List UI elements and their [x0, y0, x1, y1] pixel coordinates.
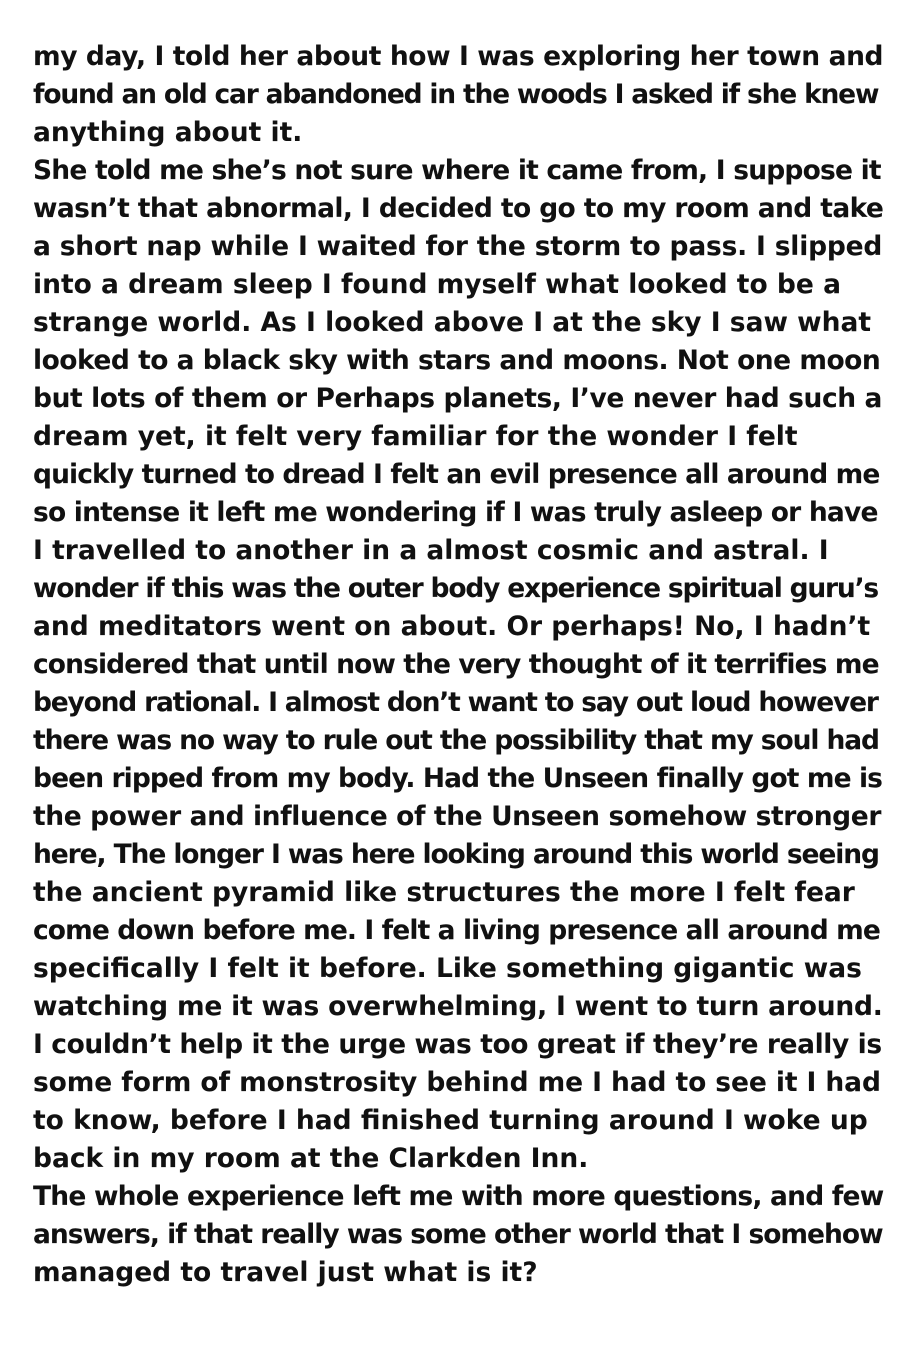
text-line: the power and influence of the Unseen somehow stronger — [33, 801, 881, 832]
text-line: looked to a black sky with stars and moons. Not one moon — [33, 345, 881, 376]
text-line: into a dream sleep I found myself what looked to be a — [33, 269, 841, 300]
text-line: strange world. As I looked above I at the sky I saw what — [33, 307, 872, 338]
body-text — [33, 38, 883, 1292]
text-line: found an old car abandoned in the woods I asked if she knew — [33, 79, 879, 110]
text-line: here, The longer I was here looking around this world seeing — [33, 839, 879, 870]
text-line: back in my room at the Clarkden Inn. — [33, 1143, 589, 1174]
text-line: my day, I told her about how I was exploring her town and — [33, 41, 884, 72]
text-line: managed to travel just what is it? — [33, 1257, 538, 1288]
text-line: come down before me. I felt a living presence all around me — [33, 915, 880, 946]
text-line: the ancient pyramid like structures the more I felt fear — [33, 877, 855, 908]
text-line: specifically I felt it before. Like something gigantic was — [33, 953, 862, 984]
text-line: wonder if this was the outer body experience spiritual guru’s — [33, 573, 879, 604]
text-line: been ripped from my body. Had the Unseen finally got me is — [33, 763, 883, 794]
text-line: I couldn’t help it the urge was too great if they’re really is — [33, 1029, 882, 1060]
text-line: anything about it. — [33, 117, 303, 148]
text-line: The whole experience left me with more questions, and few — [33, 1181, 884, 1212]
text-line: quickly turned to dread I felt an evil presence all around me — [33, 459, 880, 490]
text-line: some form of monstrosity behind me I had to see it I had — [33, 1067, 881, 1098]
text-line: a short nap while I waited for the storm to pass. I slipped — [33, 231, 883, 262]
text-line: She told me she’s not sure where it came from, I suppose it — [33, 155, 881, 186]
text-line: so intense it left me wondering if I was truly asleep or have — [33, 497, 878, 528]
text-line: dream yet, it felt very familiar for the wonder I felt — [33, 421, 798, 452]
text-line: to know, before I had finished turning around I woke up — [33, 1105, 868, 1136]
text-line: there was no way to rule out the possibility that my soul had — [33, 725, 879, 756]
text-line: watching me it was overwhelming, I went to turn around. — [33, 991, 883, 1022]
text-line: answers, if that really was some other world that I somehow — [33, 1219, 883, 1250]
text-line: and meditators went on about. Or perhaps! No, I hadn’t — [33, 611, 871, 642]
text-line: beyond rational. I almost don’t want to say out loud however — [33, 687, 878, 718]
text-line: wasn’t that abnormal, I decided to go to my room and take — [33, 193, 884, 224]
text-line: but lots of them or Perhaps planets, I’ve never had such a — [33, 383, 883, 414]
text-line: considered that until now the very thought of it terrifies me — [33, 649, 879, 680]
text-line: I travelled to another in a almost cosmic and astral. I — [33, 535, 829, 566]
